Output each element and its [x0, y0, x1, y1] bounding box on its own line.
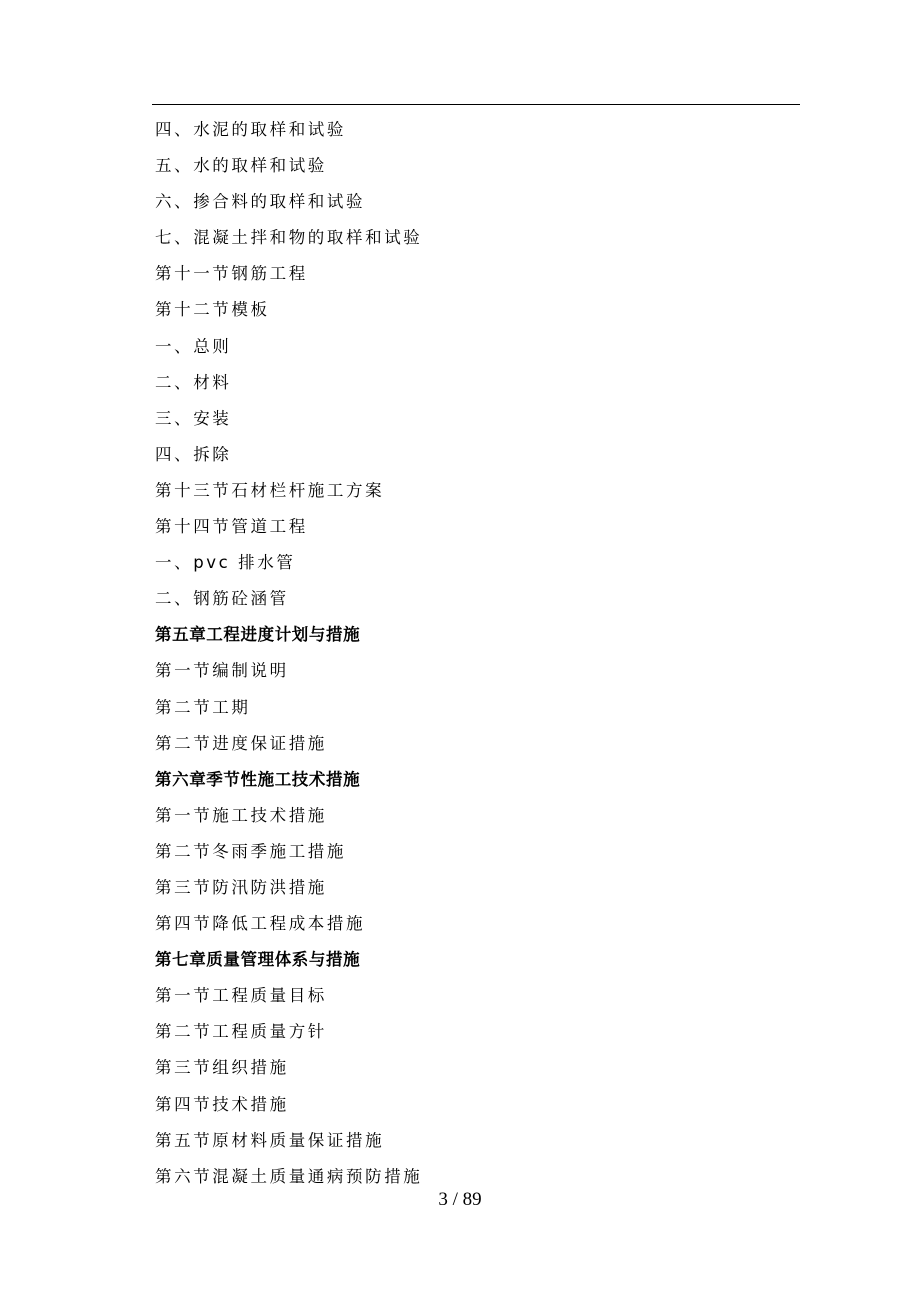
table-of-contents [155, 116, 422, 1199]
toc-section-entry: 第三节防汛防洪措施 [155, 877, 327, 897]
header-rule [152, 104, 800, 105]
toc-section-entry: 第二节工期 [155, 697, 251, 717]
toc-section-entry: 第二节冬雨季施工措施 [155, 841, 346, 861]
page-separator: / [447, 1189, 463, 1210]
toc-chapter-heading: 第六章季节性施工技术措施 [155, 769, 361, 789]
toc-section-entry: 第一节编制说明 [155, 661, 289, 681]
toc-section-entry: 第十二节模板 [155, 300, 270, 320]
toc-item-entry: 四、拆除 [155, 444, 232, 464]
toc-section-entry: 第一节施工技术措施 [155, 805, 327, 825]
toc-item-entry: 一、pvc 排水管 [155, 553, 296, 573]
current-page: 3 [438, 1189, 448, 1210]
toc-section-entry: 第三节组织措施 [155, 1058, 289, 1078]
toc-chapter-heading: 第五章工程进度计划与措施 [155, 625, 361, 645]
toc-section-entry: 第四节降低工程成本措施 [155, 914, 366, 934]
toc-item-entry: 一、总则 [155, 336, 232, 356]
page-number [0, 1189, 920, 1211]
toc-item-entry: 六、掺合料的取样和试验 [155, 192, 366, 212]
toc-item-entry: 二、材料 [155, 372, 232, 392]
toc-item-entry: 七、混凝土拌和物的取样和试验 [155, 228, 423, 248]
toc-item-entry: 二、钢筋砼涵管 [155, 589, 289, 609]
toc-item-entry: 四、水泥的取样和试验 [155, 120, 346, 139]
toc-section-entry: 第十一节钢筋工程 [155, 264, 308, 284]
toc-item-entry: 五、水的取样和试验 [155, 156, 327, 176]
total-pages: 89 [462, 1189, 482, 1210]
toc-section-entry: 第二节进度保证措施 [155, 733, 327, 753]
toc-section-entry: 第四节技术措施 [155, 1094, 289, 1114]
toc-section-entry: 第十四节管道工程 [155, 517, 308, 537]
toc-section-entry: 第十三节石材栏杆施工方案 [155, 480, 385, 500]
toc-item-entry: 三、安装 [155, 408, 232, 428]
toc-section-entry: 第六节混凝土质量通病预防措施 [155, 1166, 423, 1186]
toc-section-entry: 第一节工程质量目标 [155, 986, 327, 1006]
toc-chapter-heading: 第七章质量管理体系与措施 [155, 950, 361, 970]
toc-section-entry: 第五节原材料质量保证措施 [155, 1130, 385, 1150]
toc-section-entry: 第二节工程质量方针 [155, 1022, 327, 1042]
